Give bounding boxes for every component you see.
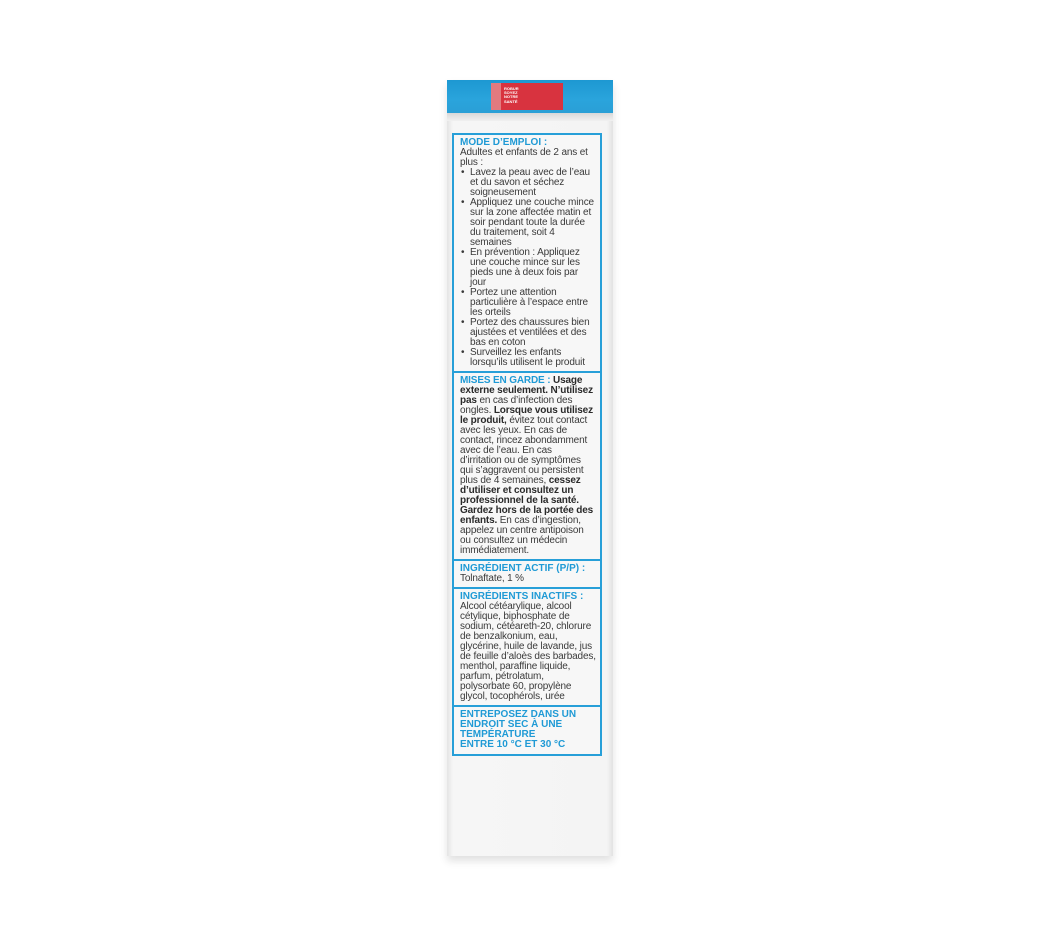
warning-ingestion: En cas d’ingestion, appelez un centre antipoison ou consultez un médecin immédiatement.	[460, 515, 584, 556]
warning-do-not-use: N’utilisez pas	[460, 385, 593, 406]
storage-line: ENTREPOSEZ DANS UN	[460, 709, 577, 720]
section-mises-en-garde	[454, 373, 600, 561]
label-panel	[452, 133, 602, 756]
warning-nail-infection: en cas d’infection des ongles.	[460, 395, 573, 416]
list-item: • Lavez la peau avec de l’eau et du savon et séchez soigneusement	[460, 168, 596, 198]
storage-instructions	[460, 710, 596, 750]
cap-edge	[447, 113, 613, 121]
mode-emploi-intro: Adultes et enfants de 2 ans et plus :	[460, 147, 588, 168]
storage-line: TEMPÉRATURE	[460, 729, 536, 740]
ingredients-inactifs-text: Alcool cétéarylique, alcool cétylique, biphosphate de sodium, cétéareth-20, chlorure de benzalkonium, eau, glycérine, huile de lavande, jus de feuille d’aloès des barbades, menthol, paraffine liquide, parfum, pétrolatum, polysorbate 60, propylène glycol, tocophérols, urée	[460, 601, 596, 702]
list-item: • Appliquez une couche mince sur la zone affectée matin et soir pendant toute la durée du traitement, soit 4 semaines	[460, 198, 596, 248]
warning-when-using: Lorsque vous utilisez le produit,	[460, 405, 593, 426]
list-item: • Portez des chaussures bien ajustées et ventilées et des bas en coton	[460, 318, 596, 348]
section-ingredient-actif	[454, 561, 600, 589]
ingredient-actif-text: Tolnaftate, 1 %	[460, 573, 524, 584]
storage-line: ENTRE 10 °C ET 30 °C	[460, 739, 566, 750]
warning-stop-use: cessez d’utiliser et consultez un professionnel de la santé. Gardez hors de la portée des enfants.	[460, 475, 594, 526]
cap-label-line: NOTRE	[504, 94, 518, 100]
list-item: • Portez une attention particulière à l’espace entre les orteils	[460, 288, 596, 318]
cap-label-line: ROBUR	[504, 86, 519, 91]
product-box	[447, 80, 613, 856]
mode-emploi-list	[460, 168, 596, 368]
cap-brand-label	[491, 83, 563, 110]
section-mode-emploi	[454, 135, 600, 373]
section-ingredients-inactifs	[454, 589, 600, 707]
cap-label-line: SANTÉ	[504, 98, 518, 104]
list-item: • Surveillez les enfants lorsqu’ils utilisent le produit	[460, 348, 596, 368]
cap-label-text	[501, 83, 563, 110]
warning-eye-contact: évitez tout contact avec les yeux. En cas de contact, rincez abondamment avec de l’eau. En cas d’irritation ou de symptômes qui s’aggravent ou persistent plus de 4 semaines,	[460, 415, 588, 486]
storage-line: ENDROIT SEC À UNE	[460, 719, 563, 730]
mises-en-garde-heading: MISES EN GARDE :	[460, 375, 551, 386]
cap-label-stripe	[491, 83, 501, 110]
warning-external-use: Usage externe seulement.	[460, 375, 583, 396]
cap-label-line: SOYEZ	[504, 90, 518, 96]
ingredient-actif-heading: INGRÉDIENT ACTIF (P/P) :	[460, 563, 586, 574]
ingredients-inactifs-heading: INGRÉDIENTS INACTIFS :	[460, 591, 584, 602]
mode-emploi-heading: MODE D’EMPLOI :	[460, 137, 548, 148]
section-storage	[454, 707, 600, 754]
list-item: • En prévention : Appliquez une couche mince sur les pieds une à deux fois par jour	[460, 248, 596, 288]
